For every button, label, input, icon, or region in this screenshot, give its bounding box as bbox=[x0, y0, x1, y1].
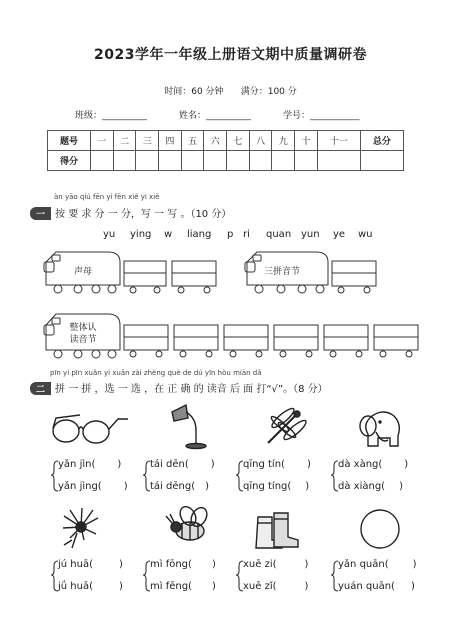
table-cell: 七 bbox=[227, 131, 250, 151]
table-cell: 题号 bbox=[48, 131, 91, 151]
table-cell: 九 bbox=[272, 131, 295, 151]
glasses-icon bbox=[53, 415, 128, 443]
syllable: p bbox=[227, 229, 234, 240]
boots-icon bbox=[256, 513, 298, 548]
exam-time: 时间：60 分钟 bbox=[164, 87, 224, 97]
syllable: liang bbox=[187, 229, 212, 240]
section1-badge: 一 bbox=[30, 207, 51, 220]
train-label: 三拼音节 bbox=[264, 267, 301, 277]
table-cell: 总分 bbox=[360, 131, 403, 151]
option-b[interactable]: jǘ huā( ) bbox=[58, 581, 123, 592]
option-b[interactable]: mì fēng( ) bbox=[150, 581, 216, 592]
option-b[interactable]: dà xiàng( ) bbox=[338, 481, 403, 492]
table-cell: 四 bbox=[159, 131, 182, 151]
option-a[interactable]: xuē zi( ) bbox=[243, 559, 309, 570]
option-a[interactable]: mì fōng( ) bbox=[150, 559, 216, 570]
syllable: ri bbox=[243, 229, 250, 240]
syllable: yun bbox=[301, 229, 320, 240]
dragonfly-icon bbox=[268, 406, 308, 443]
bee-icon bbox=[166, 504, 210, 540]
option-a[interactable]: dà xàng( ) bbox=[338, 459, 409, 470]
syllable: yu bbox=[103, 229, 116, 240]
table-cell: 五 bbox=[181, 131, 204, 151]
table-cell: 八 bbox=[249, 131, 272, 151]
section1-title: 按 要 求 分 一 分，写 一 写 。（10 分） bbox=[55, 209, 232, 220]
option-b[interactable]: yǎn jìng( ) bbox=[58, 481, 128, 492]
train-label: 整体认读音节 bbox=[69, 323, 97, 345]
chrysanthemum-icon bbox=[63, 508, 98, 548]
option-b[interactable]: qīng tíng( ) bbox=[243, 481, 310, 492]
section2-badge: 二 bbox=[30, 382, 51, 395]
syllable: ye bbox=[333, 229, 346, 240]
id-field[interactable]: 学号：___________ bbox=[283, 111, 360, 121]
option-a[interactable]: tái dēn( ) bbox=[150, 459, 215, 470]
syllable: ying bbox=[130, 229, 152, 240]
syllable: wu bbox=[358, 229, 373, 240]
table-cell: 十 bbox=[295, 131, 318, 151]
syllable: quan bbox=[266, 229, 292, 240]
section1-pinyin: àn yāo qiú fēn yi fēn xiě yi xiě bbox=[54, 193, 160, 201]
section2-title: 拼 一 拼 ，选 一 选 ，在 正 确 的 读音 后 面 打“√”。（8 分） bbox=[55, 384, 328, 395]
table-cell: 得分 bbox=[48, 151, 91, 171]
page-title: 2023学年一年级上册语文期中质量调研卷 bbox=[94, 47, 367, 63]
elephant-icon bbox=[360, 412, 399, 446]
lamp-icon bbox=[172, 405, 206, 449]
option-b[interactable]: xuē zǐ( ) bbox=[243, 581, 309, 592]
option-a[interactable]: yǎn jìn( ) bbox=[58, 459, 122, 470]
table-cell: 十一 bbox=[317, 131, 360, 151]
train-label: 声母 bbox=[74, 267, 93, 277]
table-cell: 六 bbox=[204, 131, 227, 151]
table-cell: 二 bbox=[113, 131, 136, 151]
circle-icon bbox=[361, 510, 399, 548]
table-cell: 三 bbox=[136, 131, 159, 151]
option-a[interactable]: yǎn quān( ) bbox=[338, 559, 417, 570]
section2-pinyin: pīn yi pīn xuǎn yi xuǎn zài zhèng què de dú yīn hòu miàn dǎ bbox=[50, 369, 262, 377]
table-cell: 一 bbox=[91, 131, 114, 151]
name-field[interactable]: 姓名：__________ bbox=[179, 111, 252, 121]
option-a[interactable]: jú huā( ) bbox=[58, 559, 123, 570]
syllable: w bbox=[164, 229, 173, 240]
exam-score: 满分：100 分 bbox=[240, 87, 297, 97]
class-field[interactable]: 班级：__________ bbox=[75, 111, 148, 121]
option-a[interactable]: qīng tín( ) bbox=[243, 459, 311, 470]
option-b[interactable]: yuán quān( ) bbox=[338, 581, 415, 592]
option-b[interactable]: tái dēng( ) bbox=[150, 481, 209, 492]
